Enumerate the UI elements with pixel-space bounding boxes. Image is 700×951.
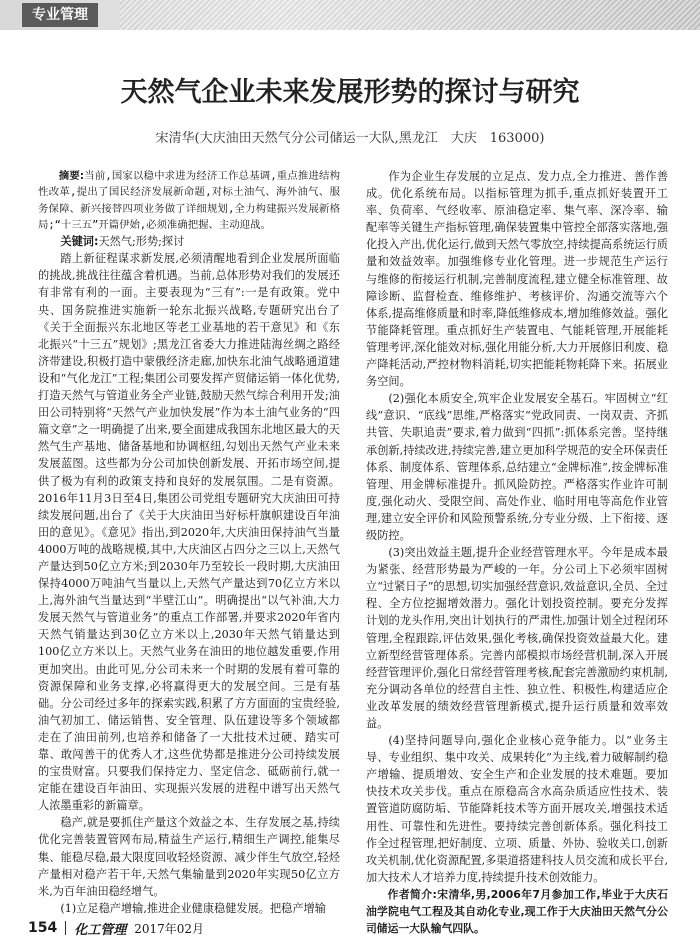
body-paragraph: 稳产,就是要抓住产量这个效益之本、生存发展之基,持续优化完善装置管网布局,精益生产运行,精细生产调控,能集尽集、能稳尽稳,最大限度回收轻烃资源、减少伴生气放空,轻烃产量相对稳产若干年,天然气集输量到2020年实现50亿立方米,为百年油田稳经增气。 bbox=[38, 816, 340, 898]
abstract-text: 当前,国家以稳中求进为经济工作总基调,重点推进结构性改革,提出了国民经济发展新命题,对标土油气、海外油气、服务保障、新兴接替四项业务做了详细规划,全力构建振兴发展新格局;“十三五”开篇伊始,必须准确把握、主动迎战。 bbox=[38, 170, 340, 231]
article-title: 天然气企业未来发展形势的探讨与研究 bbox=[120, 77, 580, 108]
author-bio-text: 宋清华,男,2006年7月参加工作,毕业于大庆石油学院电气工程及其自动化专业,现工作于大庆油田天然气分公司储运一大队输气四队。 bbox=[366, 887, 668, 936]
left-column bbox=[38, 168, 340, 917]
abstract-label: 摘要: bbox=[58, 170, 85, 182]
keywords-label: 关键词: bbox=[60, 235, 99, 249]
author-affiliation: 宋清华(大庆油田天然气分公司储运一大队,黑龙江 大庆 163000) bbox=[155, 131, 545, 146]
author-bio-label: 作者简介: bbox=[387, 887, 437, 901]
author-bio bbox=[366, 886, 668, 937]
right-column bbox=[366, 168, 668, 937]
journal-name: 化工管理 bbox=[74, 922, 127, 938]
section-tag: 专业管理 bbox=[22, 3, 98, 27]
issue-date: 2017年02月 bbox=[134, 921, 205, 936]
body-paragraph: (1)立足稳产增输,推进企业健康稳健发展。把稳产增输 bbox=[60, 901, 326, 915]
footer-divider bbox=[65, 921, 66, 935]
keywords bbox=[38, 233, 340, 250]
keywords-text: 天然气;形势;探讨 bbox=[98, 235, 185, 249]
body-paragraph: (3)突出效益主题,提升企业经营管理水平。今年是成本最为紧张、经营形势最为严峻的一年。分公司上下必须牢固树立“过紧日子”的思想,切实加强经营意识,效益意识,全员、全过程、全方位挖掘增效潜力。强化计划投资控制。要充分发挥计划的龙头作用,突出计划执行的严肃性,加强计划全过程闭环管理,全程跟踪,评估效果,强化考核,确保投资效益最大化。建立新型经营管理体系。完善内部模拟市场经营机制,深入开展经营管理评价,强化日常经营管理考核,配套完善激励约束机制,充分调动各单位的经营自主性、独立性、积极性,构建适应企业改革发展的绩效经营管理新模式,提升运行质量和效率效益。 bbox=[366, 546, 668, 730]
header-bar bbox=[0, 0, 700, 30]
body-paragraph: (4)坚持问题导向,强化企业核心竞争能力。以“业务主导、专业组织、集中攻关、成果转化”为主线,着力破解制约稳产增输、提质增效、安全生产和企业发展的技术难题。要加快技术攻关步伐。重点在原稳高含水高杂质适应性技术、装置管道防腐防垢、节能降耗技术等方面开展攻关,增强技术适用性、可靠性和先进性。要持续完善创新体系。强化科技工作全过程管理,把好制度、立项、质量、外协、验收关口,创新攻关机制,优化资源配置,多渠道搭建科技人员交流和成长平台,加大技术人才培养力度,持续提升技术创效能力。 bbox=[366, 734, 668, 884]
page-number: 154 bbox=[28, 920, 58, 936]
body-paragraph: 踏上新征程谋求新发展,必须清醒地看到企业发展所面临的挑战,挑战往往蕴含着机遇。当前,总体形势对我们的发展还有非常有利的一面。主要表现为“三有”:一是有政策。党中央、国务院推进实施新一轮东北振兴战略,专题研究出台了《关于全面振兴东北地区等老工业基地的若干意见》和《东北振兴“十三五”规划》;黑龙江省委大力推进陆海丝绸之路经济带建设,积极打造中蒙俄经济走廊,加快东北油气战略通道建设和“气化龙江”工程;集团公司要发挥产贸储运销一体化优势,打造天然气与管道业务全产业链,鼓励天然气综合利用开发;油田公司特别将“天然气产业加快发展”作为本土油气业务的“四篇文章”之一明确提了出来,要全面建成我国东北地区最大的天然气生产基地、储备基地和协调枢纽,勾划出天然气产业未来发展蓝图。这些都为分公司加快创新发展、开拓市场空间,提供了极为有利的政策支持和良好的发展氛围。二是有资源。2016年11月3日至4日,集团公司党组专题研究大庆油田可持续发展问题,出台了《关于大庆油田当好标杆旗帜建设百年油田的意见》。《意见》指出,到2020年,大庆油田保持油气当量4000万吨的战略规模,其中,大庆油区占四分之三以上,天然气产量达到50亿立方米;到2030年乃至较长一段时期,大庆油田保持4000万吨油气当量以上,天然气产量达到70亿立方米以上,海外油气当量达到“半壁江山”。明确提出“以气补油,大力发展天然气与管道业务”的重点工作部署,并要求2020年省内天然气销量达到30亿立方米以上,2030年天然气销量达到100亿立方米以上。天然气业务在油田的地位越发重要,作用更加突出。由此可见,分公司未来一个时期的发展有着可靠的资源保障和业务支撑,必将赢得更大的发展空间。三是有基础。分公司经过多年的探索实践,积累了方方面面的宝贵经验,油气初加工、储运销售、安全管理、队伍建设等多个领域都走在了油田前列,也培养和储备了一大批技术过硬、踏实可靠、敢闯善干的优秀人才,这些优势都是推进分公司持续发展的宝贵财富。只要我们保持定力、坚定信念、砥砺前行,就一定能在建设百年油田、实现振兴发展的进程中谱写出天然气人浓墨重彩的新篇章。 bbox=[38, 252, 340, 813]
body-paragraph: (2)强化本质安全,筑牢企业发展安全基石。牢固树立“红线”意识、“底线”思维,严格落实“党政同责、一岗双责、齐抓共管、失职追责”要求,着力做到“四抓”:抓体系完善。坚持继承创新,持续改进,持续完善,建立更加科学规范的安全环保责任体系、制度体系、管理体系,总结建立“金牌标准”,按金牌标准管理、用金牌标准提升。抓风险防控。严格落实作业许可制度,强化动火、受限空间、高处作业、临时用电等高危作业管理,建立安全评价和风险预警系统,分专业分级、上下衔接、逐级防控。 bbox=[366, 392, 668, 542]
abstract bbox=[38, 168, 340, 233]
body-paragraph: 作为企业生存发展的立足点、发力点,全力推进、善作善成。优化系统布局。以指标管理为抓手,重点抓好装置开工率、负荷率、气经收率、原油稳定率、集气率、深冷率、输配率等关键生产指标管理,确保装置集中管控全部落实落地,强化投入产出,优化运行,做到天然气零放空,持续提高系统运行质量和效益效率。加强维修专业化管理。进一步规范生产运行与维修的衔接运行机制,完善制度流程,建立健全标准管理、故障诊断、监督检查、维修维护、考核评价、沟通交流等六个体系,提高维修质量和时率,降低维修成本,增加维修效益。强化节能降耗管理。重点抓好生产装置电、气能耗管理,开展能耗管理考评,深化能效对标,强化用能分析,大力开展修旧利废、稳产降耗活动,严控材物料消耗,切实把能耗物耗降下来。拓展业务空间。 bbox=[366, 170, 668, 389]
page-footer bbox=[28, 918, 204, 938]
